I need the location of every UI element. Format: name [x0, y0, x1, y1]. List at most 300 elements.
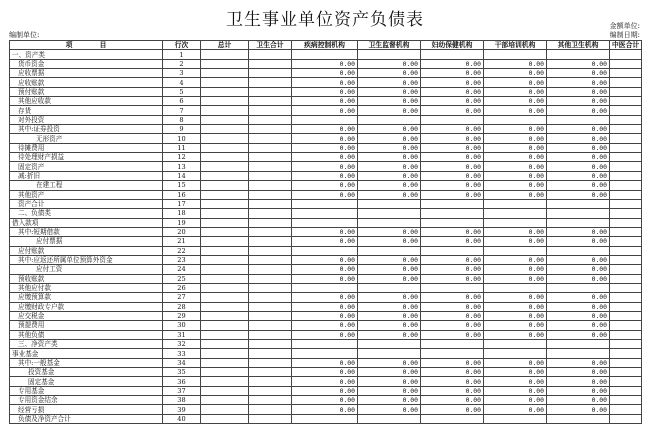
row-line-number: 33 — [163, 349, 201, 358]
value-cell: 0.00 — [292, 265, 358, 274]
value-cell — [610, 321, 642, 330]
row-line-number: 35 — [163, 368, 201, 377]
value-cell — [421, 209, 484, 218]
value-cell: 0.00 — [358, 311, 421, 320]
value-cell — [201, 414, 249, 423]
value-cell — [201, 115, 249, 124]
value-cell — [610, 358, 642, 367]
row-item-label: 应付票据 — [10, 237, 163, 246]
row-item-label: 无形资产 — [10, 134, 163, 143]
value-cell: 0.00 — [358, 274, 421, 283]
value-cell: 0.00 — [358, 78, 421, 87]
row-line-number: 39 — [163, 405, 201, 414]
value-cell: 0.00 — [358, 134, 421, 143]
row-item-label: 其他资产 — [10, 190, 163, 199]
value-cell — [249, 377, 292, 386]
value-cell: 0.00 — [292, 330, 358, 339]
value-cell — [201, 311, 249, 320]
value-cell — [610, 69, 642, 78]
balance-sheet-table — [9, 40, 642, 424]
table-row — [10, 302, 642, 311]
value-cell — [201, 237, 249, 246]
row-item-label: 待处理财产损益 — [10, 153, 163, 162]
row-line-number: 20 — [163, 227, 201, 236]
header-row — [10, 41, 642, 50]
col-header-other-health: 其他卫生机构 — [547, 41, 610, 50]
row-line-number: 25 — [163, 274, 201, 283]
row-item-label: 固定基金 — [10, 377, 163, 386]
value-cell — [421, 349, 484, 358]
value-cell: 0.00 — [292, 274, 358, 283]
value-cell — [547, 218, 610, 227]
value-cell: 0.00 — [547, 125, 610, 134]
value-cell: 0.00 — [358, 255, 421, 264]
value-cell: 0.00 — [484, 311, 547, 320]
value-cell: 0.00 — [292, 59, 358, 68]
value-cell: 0.00 — [292, 386, 358, 395]
value-cell — [249, 414, 292, 423]
value-cell — [249, 368, 292, 377]
table-row — [10, 321, 642, 330]
row-line-number: 15 — [163, 181, 201, 190]
value-cell: 0.00 — [421, 405, 484, 414]
row-line-number: 27 — [163, 293, 201, 302]
table-row — [10, 358, 642, 367]
value-cell: 0.00 — [358, 190, 421, 199]
value-cell: 0.00 — [292, 293, 358, 302]
value-cell — [201, 190, 249, 199]
row-line-number: 18 — [163, 209, 201, 218]
value-cell: 0.00 — [292, 358, 358, 367]
value-cell: 0.00 — [484, 358, 547, 367]
value-cell — [610, 106, 642, 115]
value-cell — [610, 414, 642, 423]
table-row — [10, 218, 642, 227]
value-cell: 0.00 — [547, 255, 610, 264]
table-row — [10, 59, 642, 68]
value-cell — [610, 181, 642, 190]
row-line-number: 22 — [163, 246, 201, 255]
table-row — [10, 209, 642, 218]
value-cell: 0.00 — [484, 153, 547, 162]
value-cell — [201, 199, 249, 208]
value-cell — [249, 190, 292, 199]
value-cell: 0.00 — [484, 368, 547, 377]
row-item-label: 专用资金结余 — [10, 396, 163, 405]
value-cell: 0.00 — [292, 78, 358, 87]
row-item-label: 一、资产类 — [10, 50, 163, 59]
value-cell — [610, 311, 642, 320]
value-cell: 0.00 — [421, 274, 484, 283]
value-cell — [610, 218, 642, 227]
value-cell: 0.00 — [484, 274, 547, 283]
value-cell — [484, 414, 547, 423]
value-cell — [610, 59, 642, 68]
value-cell — [610, 274, 642, 283]
value-cell — [547, 340, 610, 349]
value-cell: 0.00 — [547, 368, 610, 377]
value-cell — [484, 283, 547, 292]
row-line-number: 36 — [163, 377, 201, 386]
table-row — [10, 227, 642, 236]
value-cell: 0.00 — [421, 302, 484, 311]
value-cell: 0.00 — [421, 330, 484, 339]
value-cell: 0.00 — [292, 311, 358, 320]
value-cell: 0.00 — [292, 134, 358, 143]
row-item-label: 专用基金 — [10, 386, 163, 395]
row-item-label: 对外投资 — [10, 115, 163, 124]
value-cell — [610, 97, 642, 106]
value-cell — [201, 377, 249, 386]
value-cell — [610, 50, 642, 59]
row-item-label: 其中:应返还所属单位预算外资金 — [10, 255, 163, 264]
value-cell: 0.00 — [547, 227, 610, 236]
value-cell — [201, 153, 249, 162]
value-cell — [610, 171, 642, 180]
value-cell — [201, 134, 249, 143]
value-cell: 0.00 — [358, 386, 421, 395]
value-cell: 0.00 — [292, 97, 358, 106]
value-cell: 0.00 — [484, 162, 547, 171]
value-cell: 0.00 — [421, 311, 484, 320]
value-cell: 0.00 — [358, 265, 421, 274]
value-cell — [610, 330, 642, 339]
value-cell — [201, 218, 249, 227]
value-cell: 0.00 — [421, 125, 484, 134]
row-item-label: 其中:短期借款 — [10, 227, 163, 236]
value-cell — [292, 199, 358, 208]
value-cell — [249, 293, 292, 302]
table-row — [10, 405, 642, 414]
value-cell — [358, 199, 421, 208]
table-row — [10, 368, 642, 377]
value-cell — [201, 78, 249, 87]
table-row — [10, 283, 642, 292]
value-cell: 0.00 — [421, 237, 484, 246]
row-line-number: 37 — [163, 386, 201, 395]
value-cell — [249, 125, 292, 134]
row-item-label: 三、净资产类 — [10, 340, 163, 349]
value-cell — [201, 358, 249, 367]
value-cell: 0.00 — [421, 321, 484, 330]
value-cell — [547, 115, 610, 124]
value-cell: 0.00 — [484, 321, 547, 330]
value-cell — [610, 265, 642, 274]
value-cell: 0.00 — [484, 293, 547, 302]
value-cell: 0.00 — [547, 78, 610, 87]
value-cell — [249, 134, 292, 143]
value-cell: 0.00 — [358, 143, 421, 152]
value-cell: 0.00 — [547, 153, 610, 162]
value-cell: 0.00 — [421, 59, 484, 68]
value-cell: 0.00 — [292, 106, 358, 115]
value-cell: 0.00 — [421, 255, 484, 264]
value-cell — [249, 227, 292, 236]
table-body — [10, 50, 642, 424]
value-cell — [201, 386, 249, 395]
value-cell — [610, 125, 642, 134]
value-cell: 0.00 — [292, 368, 358, 377]
value-cell — [610, 340, 642, 349]
row-line-number: 21 — [163, 237, 201, 246]
value-cell — [201, 69, 249, 78]
value-cell — [610, 134, 642, 143]
value-cell: 0.00 — [547, 321, 610, 330]
col-header-health-total: 卫生合计 — [249, 41, 292, 50]
value-cell: 0.00 — [484, 134, 547, 143]
col-header-health-supervision: 卫生监督机构 — [358, 41, 421, 50]
row-item-label: 借入款项 — [10, 218, 163, 227]
value-cell — [249, 97, 292, 106]
value-cell — [484, 115, 547, 124]
value-cell — [249, 237, 292, 246]
value-cell — [249, 87, 292, 96]
value-cell — [201, 59, 249, 68]
value-cell: 0.00 — [484, 125, 547, 134]
value-cell — [249, 69, 292, 78]
value-cell: 0.00 — [358, 396, 421, 405]
row-line-number: 14 — [163, 171, 201, 180]
row-line-number: 9 — [163, 125, 201, 134]
value-cell — [292, 246, 358, 255]
value-cell — [358, 349, 421, 358]
value-cell — [610, 283, 642, 292]
value-cell: 0.00 — [547, 162, 610, 171]
value-cell — [249, 78, 292, 87]
value-cell: 0.00 — [484, 302, 547, 311]
table-row — [10, 143, 642, 152]
value-cell — [201, 349, 249, 358]
value-cell — [421, 50, 484, 59]
row-item-label: 应收账款 — [10, 78, 163, 87]
value-cell — [484, 349, 547, 358]
value-cell: 0.00 — [421, 265, 484, 274]
value-cell: 0.00 — [484, 190, 547, 199]
value-cell: 0.00 — [484, 227, 547, 236]
value-cell — [249, 199, 292, 208]
row-line-number: 5 — [163, 87, 201, 96]
value-cell: 0.00 — [547, 87, 610, 96]
value-cell: 0.00 — [358, 171, 421, 180]
row-item-label: 事业基金 — [10, 349, 163, 358]
value-cell: 0.00 — [292, 321, 358, 330]
col-header-total: 总计 — [201, 41, 249, 50]
value-cell: 0.00 — [358, 106, 421, 115]
value-cell: 0.00 — [358, 227, 421, 236]
value-cell — [201, 396, 249, 405]
value-cell — [610, 143, 642, 152]
value-cell — [484, 218, 547, 227]
row-item-label: 负债及净资产合计 — [10, 414, 163, 423]
value-cell: 0.00 — [292, 69, 358, 78]
value-cell: 0.00 — [421, 143, 484, 152]
value-cell — [421, 414, 484, 423]
value-cell — [358, 246, 421, 255]
value-cell: 0.00 — [292, 143, 358, 152]
value-cell: 0.00 — [292, 255, 358, 264]
value-cell — [292, 218, 358, 227]
table-row — [10, 237, 642, 246]
row-line-number: 10 — [163, 134, 201, 143]
value-cell: 0.00 — [421, 153, 484, 162]
value-cell — [547, 414, 610, 423]
row-line-number: 34 — [163, 358, 201, 367]
value-cell — [610, 368, 642, 377]
table-row — [10, 414, 642, 423]
value-cell — [292, 283, 358, 292]
value-cell — [421, 340, 484, 349]
value-cell — [292, 115, 358, 124]
value-cell — [547, 209, 610, 218]
value-cell — [249, 255, 292, 264]
table-row — [10, 134, 642, 143]
value-cell — [484, 340, 547, 349]
table-row — [10, 255, 642, 264]
row-line-number: 11 — [163, 143, 201, 152]
value-cell: 0.00 — [547, 405, 610, 414]
value-cell — [249, 283, 292, 292]
value-cell: 0.00 — [421, 358, 484, 367]
table-row — [10, 125, 642, 134]
col-header-item: 项 目 — [10, 41, 163, 50]
col-header-disease-control: 疾病控制机构 — [292, 41, 358, 50]
table-row — [10, 386, 642, 395]
table-row — [10, 330, 642, 339]
value-cell: 0.00 — [484, 59, 547, 68]
row-item-label: 其中:一般基金 — [10, 358, 163, 367]
value-cell: 0.00 — [547, 69, 610, 78]
value-cell: 0.00 — [421, 396, 484, 405]
value-cell: 0.00 — [421, 162, 484, 171]
value-cell — [421, 283, 484, 292]
value-cell — [249, 274, 292, 283]
table-row — [10, 349, 642, 358]
row-item-label: 待摊费用 — [10, 143, 163, 152]
value-cell: 0.00 — [358, 368, 421, 377]
value-cell — [201, 106, 249, 115]
row-item-label: 应缴预算款 — [10, 293, 163, 302]
value-cell — [358, 209, 421, 218]
value-cell — [201, 255, 249, 264]
value-cell: 0.00 — [484, 377, 547, 386]
row-item-label: 资产合计 — [10, 199, 163, 208]
value-cell: 0.00 — [547, 302, 610, 311]
row-line-number: 7 — [163, 106, 201, 115]
value-cell — [421, 115, 484, 124]
value-cell: 0.00 — [484, 171, 547, 180]
value-cell — [484, 50, 547, 59]
row-line-number: 6 — [163, 97, 201, 106]
row-item-label: 应缴财政专户款 — [10, 302, 163, 311]
value-cell — [610, 115, 642, 124]
row-line-number: 28 — [163, 302, 201, 311]
value-cell — [610, 255, 642, 264]
table-row — [10, 274, 642, 283]
value-cell: 0.00 — [358, 330, 421, 339]
table-row — [10, 181, 642, 190]
row-item-label: 应付账款 — [10, 246, 163, 255]
value-cell: 0.00 — [358, 321, 421, 330]
value-cell — [610, 386, 642, 395]
value-cell — [201, 227, 249, 236]
value-cell — [292, 349, 358, 358]
table-row — [10, 265, 642, 274]
table-row — [10, 78, 642, 87]
row-item-label: 其他应收款 — [10, 97, 163, 106]
value-cell: 0.00 — [292, 171, 358, 180]
value-cell: 0.00 — [292, 87, 358, 96]
value-cell — [292, 50, 358, 59]
value-cell: 0.00 — [547, 311, 610, 320]
value-cell — [610, 246, 642, 255]
value-cell: 0.00 — [547, 59, 610, 68]
value-cell — [547, 199, 610, 208]
value-cell: 0.00 — [484, 69, 547, 78]
row-item-label: 二、负债类 — [10, 209, 163, 218]
value-cell: 0.00 — [421, 368, 484, 377]
row-line-number: 24 — [163, 265, 201, 274]
row-item-label: 其他负债 — [10, 330, 163, 339]
value-cell — [610, 199, 642, 208]
row-item-label: 应收票据 — [10, 69, 163, 78]
table-row — [10, 199, 642, 208]
value-cell — [292, 340, 358, 349]
amount-unit-label: 金额单位: — [609, 22, 640, 30]
value-cell — [249, 153, 292, 162]
value-cell — [610, 396, 642, 405]
value-cell — [249, 106, 292, 115]
value-cell: 0.00 — [421, 78, 484, 87]
value-cell: 0.00 — [421, 181, 484, 190]
value-cell — [358, 283, 421, 292]
value-cell: 0.00 — [421, 386, 484, 395]
value-cell — [249, 246, 292, 255]
value-cell — [610, 302, 642, 311]
value-cell: 0.00 — [484, 396, 547, 405]
col-header-line: 行次 — [163, 41, 201, 50]
value-cell: 0.00 — [358, 302, 421, 311]
value-cell — [201, 302, 249, 311]
value-cell — [201, 209, 249, 218]
prepare-org-label: 编制单位: — [9, 31, 40, 39]
row-line-number: 4 — [163, 78, 201, 87]
value-cell: 0.00 — [547, 143, 610, 152]
table-row — [10, 106, 642, 115]
row-line-number: 32 — [163, 340, 201, 349]
value-cell: 0.00 — [292, 153, 358, 162]
value-cell — [249, 349, 292, 358]
row-line-number: 31 — [163, 330, 201, 339]
value-cell — [201, 143, 249, 152]
value-cell: 0.00 — [358, 97, 421, 106]
value-cell: 0.00 — [292, 125, 358, 134]
value-cell: 0.00 — [547, 97, 610, 106]
row-item-label: 应付工资 — [10, 265, 163, 274]
value-cell: 0.00 — [547, 396, 610, 405]
value-cell: 0.00 — [292, 396, 358, 405]
value-cell: 0.00 — [484, 237, 547, 246]
value-cell: 0.00 — [484, 87, 547, 96]
value-cell: 0.00 — [421, 134, 484, 143]
report-title: 卫生事业单位资产负债表 — [226, 10, 424, 30]
table-row — [10, 69, 642, 78]
row-line-number: 13 — [163, 162, 201, 171]
value-cell: 0.00 — [421, 377, 484, 386]
table-row — [10, 87, 642, 96]
value-cell — [249, 59, 292, 68]
value-cell — [292, 209, 358, 218]
value-cell: 0.00 — [358, 153, 421, 162]
